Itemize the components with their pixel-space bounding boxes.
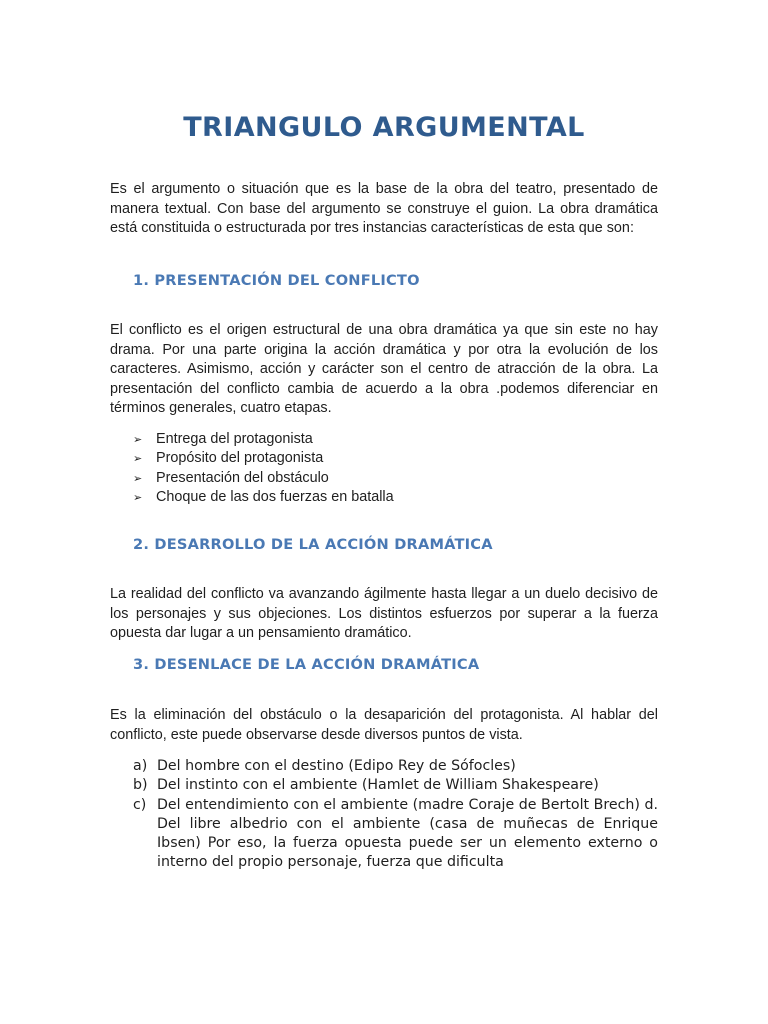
list-item-text: Propósito del protagonista [156,450,324,467]
section-heading-presentacion: 1. PRESENTACIÓN DEL CONFLICTO [133,272,420,289]
list-item-marker: c) [133,796,147,813]
section-heading-desenlace: 3. DESENLACE DE LA ACCIÓN DRAMÁTICA [133,656,480,673]
section-heading-desarrollo: 2. DESARROLLO DE LA ACCIÓN DRAMÁTICA [133,536,493,553]
section-paragraph-desarrollo: La realidad del conflicto va avanzando ágilmente hasta llegar a un duelo decisivo de los personajes y sus objeciones. Los distintos esfuerzos por superar a la fuerza opuesta dar lugar a un pensamiento dramático. [110,586,658,642]
list-item-text: Del instinto con el ambiente (Hamlet de William Shakespeare) [157,777,599,794]
list-item-text: Presentación del obstáculo [156,469,329,486]
list-item [133,776,658,795]
stages-bullet-list [133,430,633,508]
list-item [133,449,633,468]
list-item-marker: b) [133,777,148,794]
list-item-text: Entrega del protagonista [156,431,313,447]
arrowhead-bullet-icon: ➢ [133,491,143,505]
list-item-marker: a) [133,758,148,774]
intro-paragraph: Es el argumento o situación que es la base de la obra del teatro, presentado de manera textual. Con base del argumento se construye el guion. La obra dramática está constituida o estructurada por tres instancias características de esta que son: [110,181,658,237]
list-item [133,430,633,449]
document-title: TRIANGULO ARGUMENTAL [183,112,585,143]
viewpoints-list [133,757,658,873]
list-item-text: Del hombre con el destino (Edipo Rey de Sófocles) [157,758,516,774]
arrowhead-bullet-icon: ➢ [133,433,143,446]
list-item [133,796,658,873]
section-paragraph-desenlace: Es la eliminación del obstáculo o la desaparición del protagonista. Al hablar del conflicto, este puede observarse desde diversos puntos de vista. [110,707,658,743]
arrowhead-bullet-icon: ➢ [133,452,143,466]
list-item [133,469,633,488]
list-item [133,488,633,507]
list-item [133,757,658,776]
section-paragraph-presentacion: El conflicto es el origen estructural de una obra dramática ya que sin este no hay drama. Por una parte origina la acción dramática y por otra la evolución de los caracteres. Asimismo, acción y carácter son el centro de atracción de la obra. La presentación del conflicto cambia de acuerdo a la obra .podemos diferenciar en términos generales, cuatro etapas. [110,322,658,417]
list-item-text: Choque de las dos fuerzas en batalla [156,489,394,506]
arrowhead-bullet-icon: ➢ [133,471,143,485]
list-item-text: Del entendimiento con el ambiente (madre Coraje de Bertolt Brech) d. Del libre albedrio con el ambiente (casa de muñecas de Enrique Ibsen) Por eso, la fuerza opuesta puede ser un elemento externo o interno del propio personaje, fuerza que dificulta [157,796,658,871]
